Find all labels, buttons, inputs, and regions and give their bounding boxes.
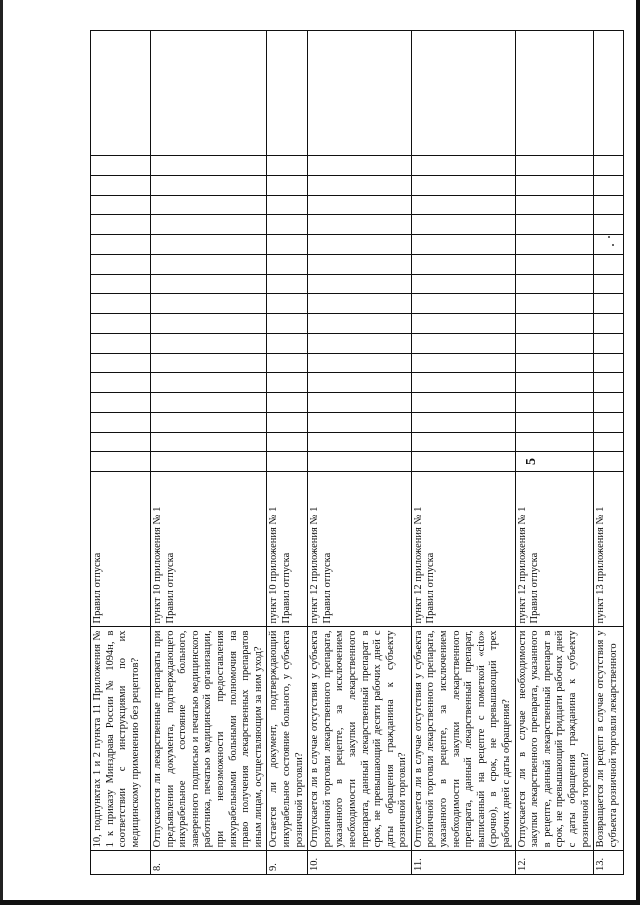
answer-cell (594, 432, 624, 452)
question-cell: Отпускается ли в случае необходимости закупки лекарственного препарата, указанного в рецепте, данный лекарственный препарат в срок, не превышающий тридцати рабочих дней с даты обращения гражданина к субъекту розничной торговли? (515, 627, 594, 851)
answer-cell (308, 432, 412, 452)
answer-cell (267, 195, 308, 215)
answer-cell (151, 393, 267, 413)
answer-cell (594, 235, 624, 255)
checklist-table (90, 30, 624, 875)
table-row (91, 31, 151, 875)
table-row (151, 31, 267, 875)
answer-cell (267, 393, 308, 413)
answer-cell (515, 254, 594, 274)
row-number: 8. (151, 851, 267, 875)
answer-cell (267, 412, 308, 432)
answer-cell (308, 156, 412, 176)
answer-cell (267, 254, 308, 274)
answer-cell (594, 314, 624, 334)
answer-cell (308, 373, 412, 393)
answer-cell (594, 412, 624, 432)
answer-cell (411, 373, 515, 393)
answer-cell (91, 175, 151, 195)
answer-cell (411, 412, 515, 432)
answer-cell (411, 156, 515, 176)
question-cell: Возвращается ли рецепт в случае отсутствия у субъекта розничной торговли лекарственного (594, 627, 624, 851)
answer-cell (308, 274, 412, 294)
comment-cell (267, 31, 308, 156)
answer-cell (515, 294, 594, 314)
answer-cell (267, 274, 308, 294)
table-row (411, 31, 515, 875)
answer-cell (91, 412, 151, 432)
answer-cell (308, 294, 412, 314)
answer-cell (151, 373, 267, 393)
answer-cell (411, 175, 515, 195)
row-number: 10. (308, 851, 412, 875)
comment-cell (594, 31, 624, 156)
answer-cell (308, 353, 412, 373)
answer-cell (267, 333, 308, 353)
answer-cell (267, 215, 308, 235)
answer-cell (151, 195, 267, 215)
answer-cell (594, 195, 624, 215)
table-row (594, 31, 624, 875)
question-cell: Остается ли документ, подтверждающий инкурабельное состояние больного, у субъекта розничной торговли? (267, 627, 308, 851)
answer-cell (594, 215, 624, 235)
answer-cell (411, 254, 515, 274)
reference-cell: пункт 12 приложения № 1 Правил отпуска (411, 472, 515, 627)
answer-cell (594, 373, 624, 393)
answer-cell (308, 215, 412, 235)
answer-cell (411, 353, 515, 373)
answer-cell (267, 314, 308, 334)
answer-cell (151, 412, 267, 432)
answer-cell (151, 452, 267, 472)
answer-cell (267, 175, 308, 195)
answer-cell (515, 215, 594, 235)
answer-cell (308, 235, 412, 255)
answer-cell (411, 393, 515, 413)
reference-cell: Правил отпуска (91, 472, 151, 627)
answer-cell (594, 294, 624, 314)
answer-cell (515, 195, 594, 215)
answer-cell (411, 235, 515, 255)
row-number (91, 851, 151, 875)
answer-cell (151, 432, 267, 452)
answer-cell (594, 452, 624, 472)
answer-cell (267, 432, 308, 452)
answer-cell (91, 432, 151, 452)
answer-cell (411, 432, 515, 452)
answer-cell (411, 452, 515, 472)
row-number: 9. (267, 851, 308, 875)
answer-cell (515, 432, 594, 452)
answer-cell (515, 314, 594, 334)
answer-cell (91, 353, 151, 373)
question-cell: Отпускаются ли лекарственные препараты при предъявлении документа, подтверждающего инкурабельное состояние больного, заверенного подписью и печатью медицинского работника, печатью медицинской организации, при невозможности предоставления инкурабельными больными полномочия на право получения лекарственных препаратов иным лицам, осуществляющим за ним уход? (151, 627, 267, 851)
answer-cell (151, 314, 267, 334)
question-cell: Отпускается ли в случае отсутствия у субъекта розничной торговли лекарственного препарата, указанного в рецепте, за исключением необходимости закупки лекарственного препарата, данный лекарственный препарат в срок, не превышающий десяти рабочих дней с даты обращения гражданина к субъекту розничной торговли? (308, 627, 412, 851)
answer-cell (594, 393, 624, 413)
answer-cell (151, 353, 267, 373)
reference-cell: пункт 10 приложения № 1 Правил отпуска (267, 472, 308, 627)
answer-cell (594, 274, 624, 294)
answer-cell (411, 215, 515, 235)
answer-cell (411, 195, 515, 215)
answer-cell (267, 156, 308, 176)
answer-cell (91, 195, 151, 215)
answer-cell (594, 333, 624, 353)
reference-cell: пункт 13 приложения № 1 (594, 472, 624, 627)
answer-cell (267, 235, 308, 255)
answer-cell (308, 254, 412, 274)
answer-cell (515, 373, 594, 393)
reference-cell: пункт 12 приложения № 1 Правил отпуска (515, 472, 594, 627)
answer-cell (515, 156, 594, 176)
answer-cell (91, 215, 151, 235)
answer-cell (151, 254, 267, 274)
comment-cell (515, 31, 594, 156)
answer-cell (594, 175, 624, 195)
answer-cell (411, 314, 515, 334)
comment-cell (308, 31, 412, 156)
answer-cell (594, 254, 624, 274)
question-cell: 10, подпунктах 1 и 2 пункта 11 Приложения № 1 к приказу Минздрава России № 1094н, в соответствии с инструкциями по их медицинскому применению без рецептов? (91, 627, 151, 851)
answer-cell (91, 254, 151, 274)
answer-cell (308, 393, 412, 413)
answer-cell (515, 393, 594, 413)
reference-cell: пункт 12 приложения № 1 Правил отпуска (308, 472, 412, 627)
answer-cell (515, 333, 594, 353)
answer-cell (151, 235, 267, 255)
answer-cell (308, 333, 412, 353)
answer-cell (91, 156, 151, 176)
comment-cell (411, 31, 515, 156)
row-number: 11. (411, 851, 515, 875)
row-number: 12. (515, 851, 594, 875)
answer-cell (91, 274, 151, 294)
answer-cell (91, 452, 151, 472)
answer-cell (515, 175, 594, 195)
answer-cell (308, 412, 412, 432)
table-row (267, 31, 308, 875)
row-number: 13. (594, 851, 624, 875)
answer-cell (267, 373, 308, 393)
answer-cell (515, 452, 594, 472)
answer-cell (411, 333, 515, 353)
answer-cell (515, 235, 594, 255)
answer-cell (151, 294, 267, 314)
table-row (515, 31, 594, 875)
answer-cell (91, 373, 151, 393)
answer-cell (594, 156, 624, 176)
comment-cell (151, 31, 267, 156)
answer-cell (594, 353, 624, 373)
answer-cell (151, 333, 267, 353)
answer-cell (267, 353, 308, 373)
answer-cell (91, 333, 151, 353)
answer-cell (267, 452, 308, 472)
answer-cell (308, 195, 412, 215)
answer-cell (308, 452, 412, 472)
answer-cell (308, 314, 412, 334)
answer-cell (411, 274, 515, 294)
question-cell: Отпускается ли в случае отсутствия у субъекта розничной торговли лекарственного препарата, указанного в рецепте, за исключением необходимости закупки лекарственного препарата, данный лекарственный препарат, выписанный на рецепте с пометкой «cito» (срочно), в срок, не превышающий трех рабочих дней с даты обращения? (411, 627, 515, 851)
answer-cell (151, 274, 267, 294)
answer-cell (515, 353, 594, 373)
answer-cell (91, 294, 151, 314)
page-number: 5 (524, 458, 539, 465)
answer-cell (411, 294, 515, 314)
answer-cell (515, 412, 594, 432)
answer-cell (515, 274, 594, 294)
answer-cell (151, 156, 267, 176)
answer-cell (151, 215, 267, 235)
answer-cell (91, 314, 151, 334)
answer-cell (151, 175, 267, 195)
table-row (308, 31, 412, 875)
reference-cell: пункт 10 приложения № 1 Правил отпуска (151, 472, 267, 627)
answer-cell (308, 175, 412, 195)
comment-cell (91, 31, 151, 156)
answer-cell (267, 294, 308, 314)
answer-cell (91, 235, 151, 255)
answer-cell (91, 393, 151, 413)
